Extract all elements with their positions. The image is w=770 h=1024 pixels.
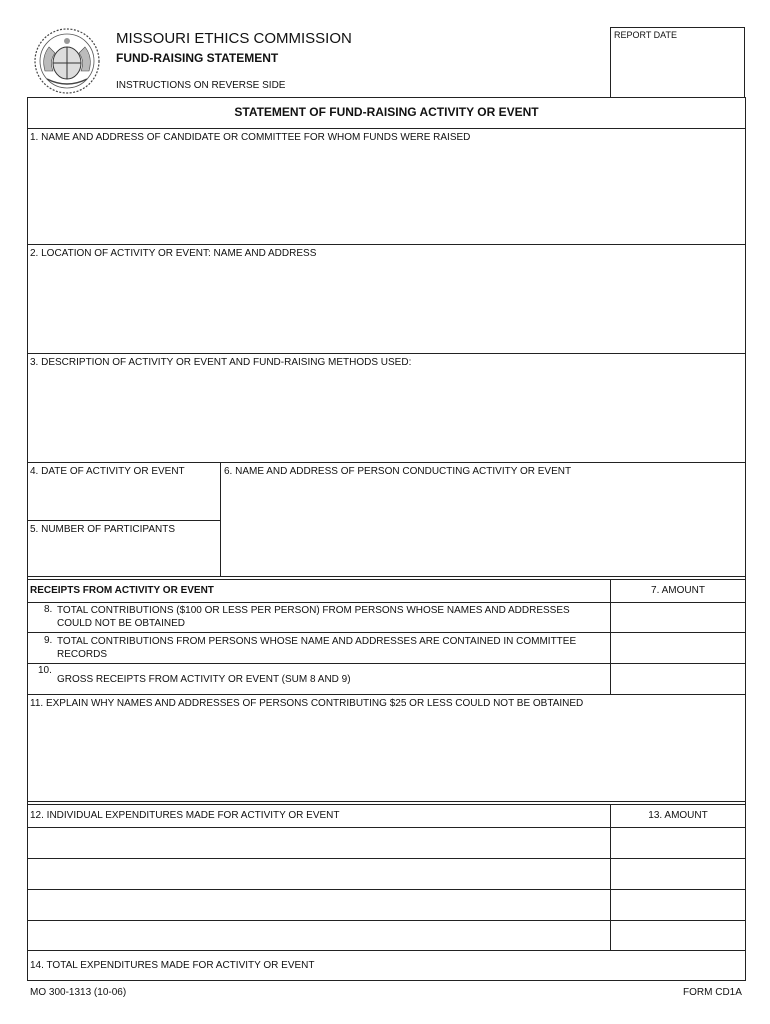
section-4-label: 4. DATE OF ACTIVITY OR EVENT [30,466,185,477]
amount-header-7: 7. AMOUNT [651,585,705,596]
section-2-label: 2. LOCATION OF ACTIVITY OR EVENT: NAME AND ADDRESS [30,248,317,259]
form-number: MO 300-1313 (10-06) [30,987,127,998]
candidate-committee-field[interactable] [28,145,745,243]
receipts-header: RECEIPTS FROM ACTIVITY OR EVENT [30,585,214,596]
form-id: FORM CD1A [683,987,742,998]
agency-name: MISSOURI ETHICS COMMISSION [116,30,352,47]
row-8-amount-field[interactable] [611,603,745,632]
description-field[interactable] [28,370,745,461]
row-9-line-1: TOTAL CONTRIBUTIONS FROM PERSONS WHOSE NAME AND ADDRESSES ARE CONTAINED IN COMMITTEE [57,636,577,647]
form-title: FUND-RAISING STATEMENT [116,51,279,65]
amount-header-13: 13. AMOUNT [648,810,708,821]
row-10-line-2: GROSS RECEIPTS FROM ACTIVITY OR EVENT (SUM 8 AND 9) [57,674,351,685]
row-8-line-2: COULD NOT BE OBTAINED [57,618,185,629]
participants-field[interactable] [28,537,219,575]
row-10-amount-field[interactable] [611,664,745,693]
row-8-number: 8. [44,604,53,615]
section-5-label: 5. NUMBER OF PARTICIPANTS [30,524,176,535]
row-8-line-1: TOTAL CONTRIBUTIONS ($100 OR LESS PER PERSON) FROM PERSONS WHOSE NAMES AND ADDRESSES [57,605,570,616]
expenditure-row-4-description[interactable] [28,921,609,949]
report-date-label: REPORT DATE [614,30,678,40]
section-3-label: 3. DESCRIPTION OF ACTIVITY OR EVENT AND FUND-RAISING METHODS USED: [30,357,412,368]
expenditure-row-3-description[interactable] [28,890,609,919]
expenditure-row-1-description[interactable] [28,828,609,857]
expenditure-row-3-amount[interactable] [611,890,745,919]
event-date-field[interactable] [28,479,219,519]
instructions-note: INSTRUCTIONS ON REVERSE SIDE [116,80,286,91]
expenditure-row-1-amount[interactable] [611,828,745,857]
expenditure-row-4-amount[interactable] [611,921,745,949]
statement-title: STATEMENT OF FUND-RAISING ACTIVITY OR EVENT [234,105,539,119]
row-9-line-2: RECORDS [57,649,108,660]
conductor-field[interactable] [221,479,745,575]
state-seal-icon [33,27,101,95]
expenditure-row-2-amount[interactable] [611,859,745,888]
row-9-amount-field[interactable] [611,633,745,662]
section-12-label: 12. INDIVIDUAL EXPENDITURES MADE FOR ACTIVITY OR EVENT [30,810,340,821]
section-6-label: 6. NAME AND ADDRESS OF PERSON CONDUCTING ACTIVITY OR EVENT [224,466,572,477]
row-10-number: 10. [38,665,52,676]
section-14-label: 14. TOTAL EXPENDITURES MADE FOR ACTIVITY OR EVENT [30,960,315,971]
location-field[interactable] [28,261,745,352]
row-9-number: 9. [44,635,53,646]
section-1-label: 1. NAME AND ADDRESS OF CANDIDATE OR COMMITTEE FOR WHOM FUNDS WERE RAISED [30,132,471,143]
total-expenditures-field[interactable] [360,951,745,980]
section-11-label: 11. EXPLAIN WHY NAMES AND ADDRESSES OF PERSONS CONTRIBUTING $25 OR LESS COULD NOT BE OBTAINED [30,698,584,709]
expenditure-row-2-description[interactable] [28,859,609,888]
explanation-field[interactable] [28,711,745,800]
